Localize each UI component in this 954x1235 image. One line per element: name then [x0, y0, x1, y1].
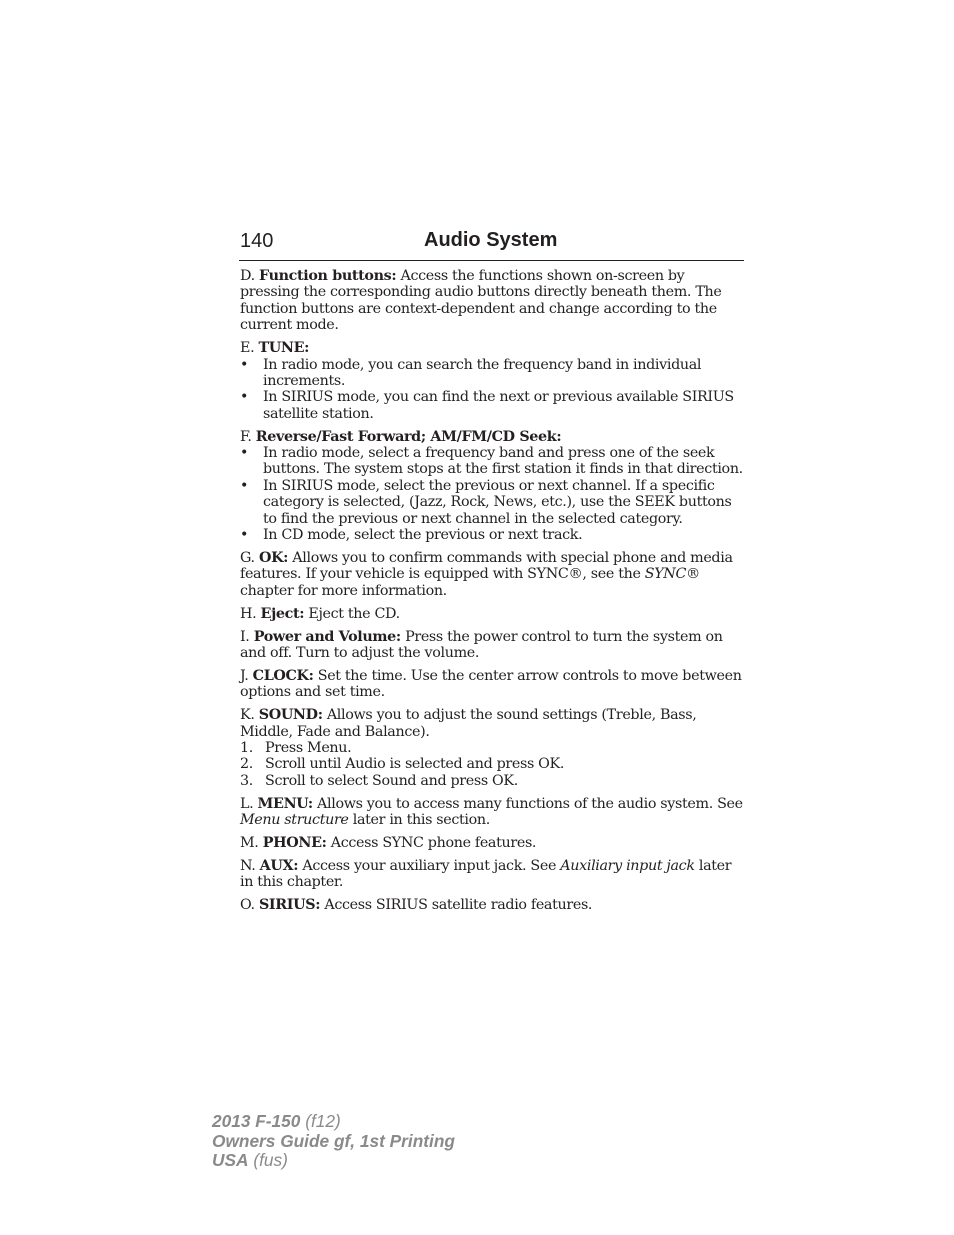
item-label: AUX: — [259, 858, 299, 874]
item-o: O. SIRIUS: Access SIRIUS satellite radio features. — [240, 897, 593, 914]
item-label: OK: — [258, 550, 289, 566]
list-item: • In radio mode, you can search the frequency band in individual increments. — [240, 357, 746, 390]
list-item: • In SIRIUS mode, select the previous or next channel. If a specific category is selected, (Jazz, Rock, News, etc.), use the SEEK buttons to find the previous or next channel in the selected category. — [240, 478, 746, 527]
list-item: 1. Press Menu. — [240, 740, 352, 757]
item-label: SIRIUS: — [258, 897, 321, 914]
item-label: SOUND: — [258, 707, 323, 724]
item-h: H. Eject: Eject the CD. — [240, 605, 400, 622]
item-e-bullets — [240, 357, 746, 423]
footer-guide-line: Owners Guide gf, 1st Printing — [212, 1130, 455, 1151]
item-d: D. Function buttons: Access the functions shown on-screen by pressing the corresponding audio buttons directly beneath them. The function buttons are context-dependent and change according to the current mode. — [240, 268, 722, 334]
item-m: M. PHONE: Access SYNC phone features. — [240, 835, 537, 852]
footer-model-line: 2013 F-150 (f12) — [212, 1111, 341, 1131]
page-number: 140 — [240, 230, 274, 252]
item-k-steps — [240, 740, 746, 789]
list-item: 2. Scroll until Audio is selected and press OK. — [240, 756, 565, 773]
item-g: G. OK: Allows you to confirm commands with special phone and media features. If your vehicle is equipped with SYNC®, see the SYNC® chapter for more information. — [240, 550, 733, 599]
footer-region-line: USA (fus) — [212, 1150, 288, 1170]
item-label: Function buttons: — [259, 268, 397, 284]
page-header — [239, 228, 744, 261]
item-n: N. AUX: Access your auxiliary input jack. See Auxiliary input jack later in this chapter. — [240, 858, 732, 891]
list-item: • In radio mode, select a frequency band and press one of the seek buttons. The system stops at the first station it finds in that direction. — [240, 445, 746, 478]
page-footer — [212, 1112, 455, 1171]
list-item: • In SIRIUS mode, you can find the next or previous available SIRIUS satellite station. — [240, 389, 746, 422]
item-j: J. CLOCK: Set the time. Use the center arrow controls to move between options and set time. — [240, 667, 742, 701]
list-item: • In CD mode, select the previous or next track. — [240, 527, 746, 543]
item-label: TUNE: — [258, 340, 310, 357]
item-i: I. Power and Volume: Press the power control to turn the system on and off. Turn to adjust the volume. — [240, 628, 723, 662]
item-label: MENU: — [257, 795, 313, 812]
item-label: Eject: — [260, 605, 305, 622]
item-label: PHONE: — [262, 835, 327, 852]
item-label: Reverse/Fast Forward; AM/FM/CD Seek: — [255, 428, 562, 445]
cross-reference: SYNC® — [644, 566, 700, 583]
page-body — [240, 268, 746, 920]
cross-reference: Menu structure — [240, 812, 349, 829]
item-label: Power and Volume: — [253, 628, 401, 645]
list-item: 3. Scroll to select Sound and press OK. — [240, 772, 518, 789]
item-label: CLOCK: — [252, 667, 314, 684]
item-e: E. TUNE: — [240, 340, 310, 357]
cross-reference: Auxiliary input jack — [560, 858, 695, 874]
item-l: L. MENU: Allows you to access many functions of the audio system. See Menu structure later in this section. — [240, 795, 743, 829]
item-f-bullets — [240, 445, 746, 543]
item-f: F. Reverse/Fast Forward; AM/FM/CD Seek: — [240, 428, 562, 445]
section-title: Audio System — [424, 229, 558, 251]
item-k: K. SOUND: Allows you to adjust the sound settings (Treble, Bass, Middle, Fade and Balance). — [240, 707, 697, 740]
